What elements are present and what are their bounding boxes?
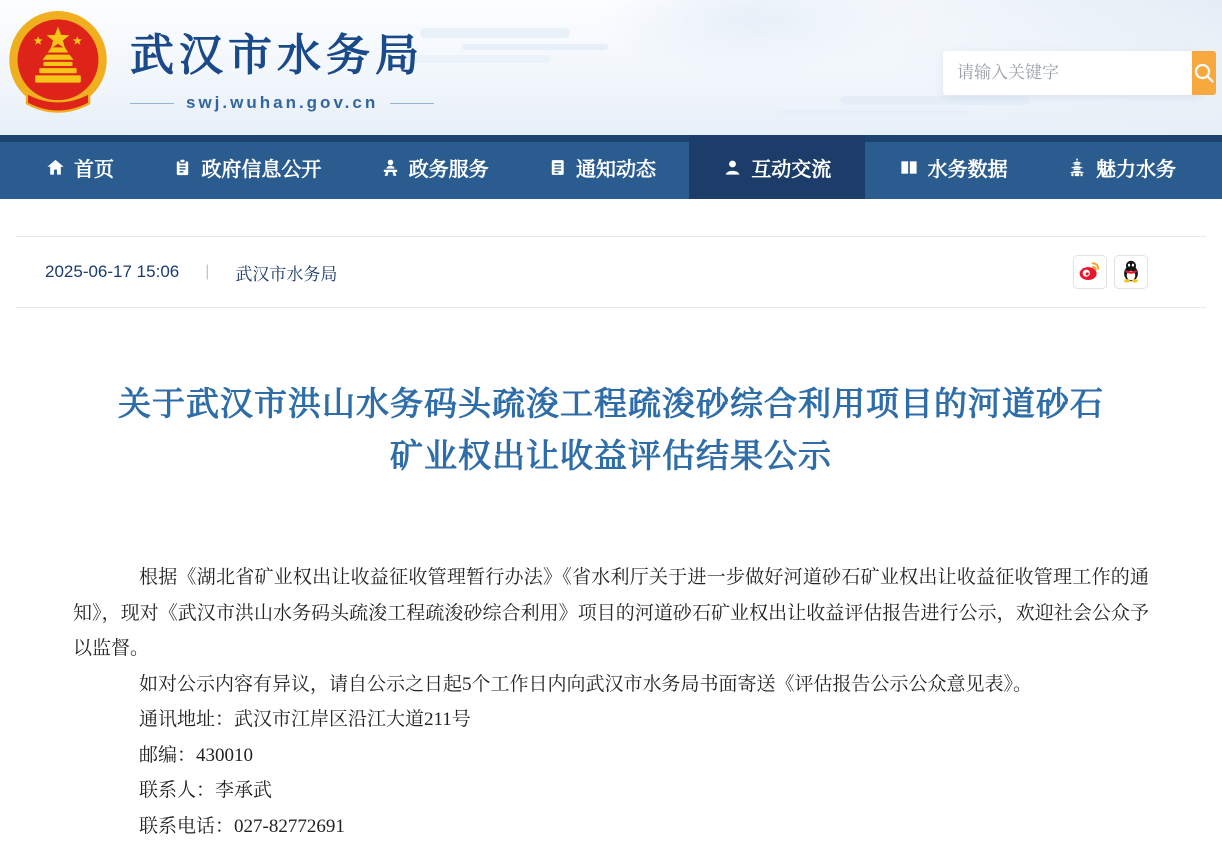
person-icon <box>723 158 742 177</box>
brand-text <box>130 19 434 113</box>
article-paragraph: 如对公示内容有异议，请自公示之日起5个工作日内向武汉市水务局书面寄送《评估报告公示公众意见表》。 <box>73 667 1149 703</box>
article-paragraph: 通讯地址：武汉市江岸区沿江大道211号 <box>73 702 1149 738</box>
share-qq-button[interactable] <box>1114 255 1148 289</box>
article-source: 武汉市水务局 <box>235 260 337 285</box>
site-header <box>0 0 1222 135</box>
national-emblem-icon <box>8 10 108 122</box>
article-paragraph: 邮编：430010 <box>73 738 1149 774</box>
nav-item-water-data[interactable]: 水务数据 <box>873 135 1034 199</box>
main-navigation <box>0 135 1222 199</box>
article-paragraph: 联系电话：027-82772691 <box>73 809 1149 844</box>
home-icon <box>46 158 65 177</box>
article-meta-bar <box>16 236 1206 308</box>
search-box <box>943 51 1201 95</box>
meta-separator: | <box>205 263 209 281</box>
article-body <box>0 560 1222 844</box>
site-logo[interactable] <box>8 10 434 122</box>
document-icon <box>548 158 567 177</box>
nav-item-home[interactable]: 首页 <box>20 135 140 199</box>
nav-item-charm-water[interactable]: 魅力水务 <box>1041 135 1202 199</box>
magnifier-icon <box>1192 61 1216 85</box>
pagoda-icon <box>1067 158 1087 177</box>
nav-item-gov-service[interactable]: 政务服务 <box>355 135 515 199</box>
qq-icon <box>1119 259 1143 286</box>
cloud-decoration <box>420 28 570 38</box>
site-name: 武汉市水务局 <box>130 19 434 83</box>
service-desk-icon <box>381 158 400 177</box>
open-book-icon <box>899 158 919 177</box>
search-button[interactable] <box>1192 51 1216 95</box>
search-input[interactable] <box>943 51 1192 95</box>
article-paragraph: 联系人：李承武 <box>73 773 1149 809</box>
nav-item-notices[interactable]: 通知动态 <box>522 135 682 199</box>
cloud-decoration <box>840 96 1030 105</box>
article-title: 关于武汉市洪山水务码头疏浚工程疏浚砂综合利用项目的河道砂石矿业权出让收益评估结果公示 <box>104 378 1119 482</box>
share-weibo-button[interactable] <box>1073 255 1107 289</box>
publish-date: 2025-06-17 15:06 <box>45 262 179 282</box>
nav-item-interaction[interactable]: 互动交流 <box>689 135 865 199</box>
weibo-icon <box>1078 259 1102 286</box>
clipboard-icon <box>173 158 192 177</box>
article-paragraph: 根据《湖北省矿业权出让收益征收管理暂行办法》《省水利厅关于进一步做好河道砂石矿业权出让收益征收管理工作的通知》，现对《武汉市洪山水务码头疏浚工程疏浚砂综合利用》项目的河道砂石矿业权出让收益评估报告进行公示，欢迎社会公众予以监督。 <box>73 560 1149 667</box>
site-url: swj.wuhan.gov.cn <box>130 93 434 113</box>
nav-item-gov-info[interactable]: 政府信息公开 <box>147 135 347 199</box>
